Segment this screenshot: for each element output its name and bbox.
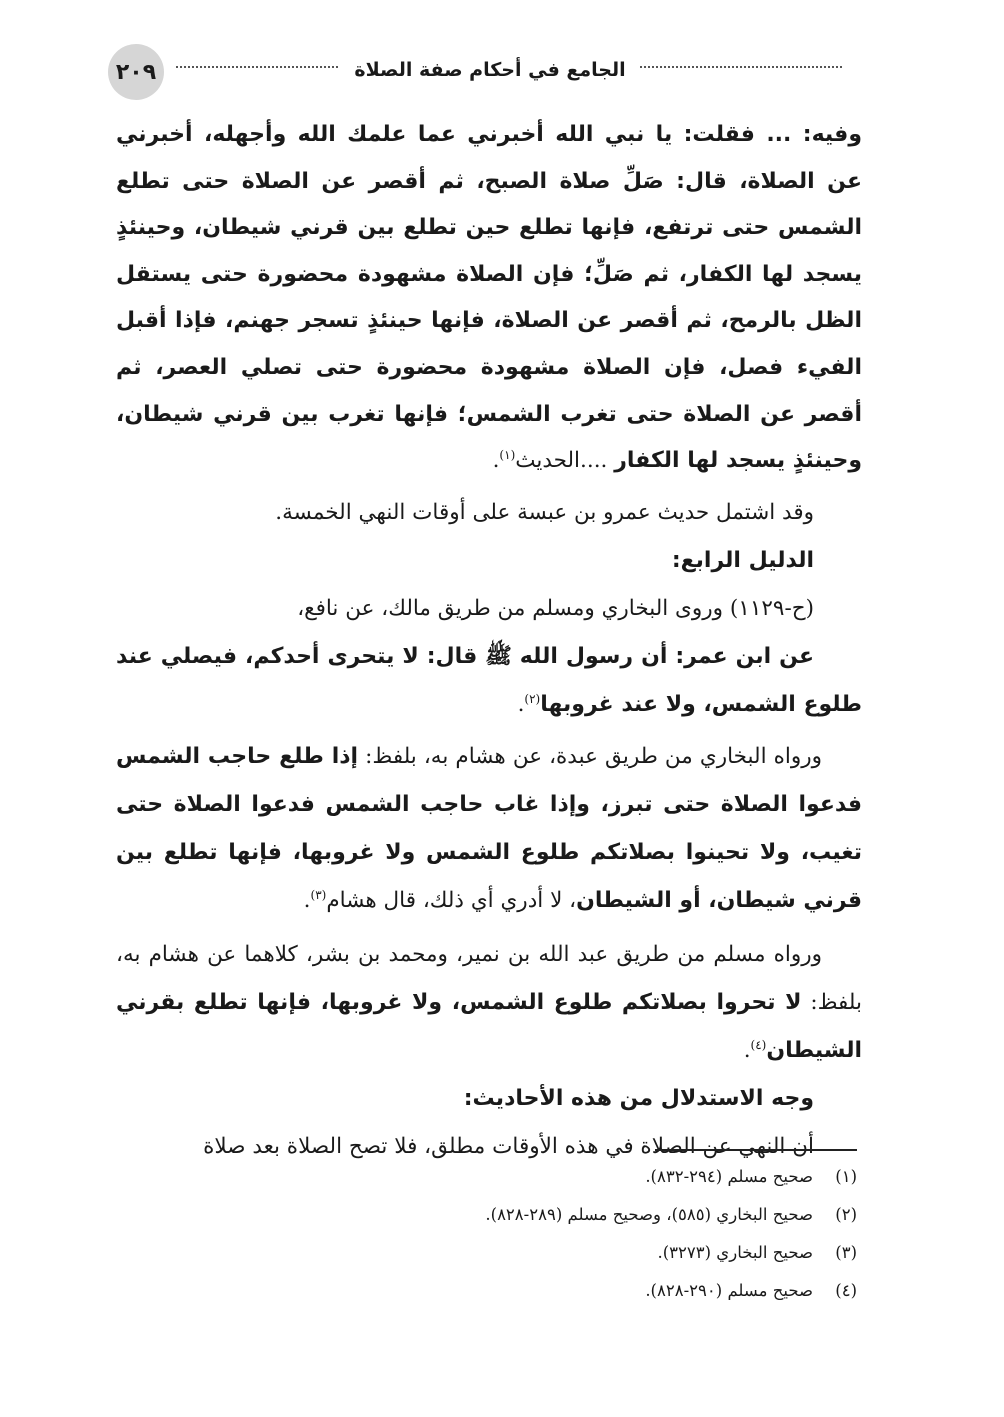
running-title: الجامع في أحكام صفة الصلاة bbox=[354, 59, 626, 81]
footnote-text: صحيح مسلم (٢٩٠-٨٢٨). bbox=[645, 1281, 813, 1300]
footnote-number: (٢) bbox=[835, 1205, 857, 1224]
muslim-version-paragraph bbox=[116, 931, 862, 1075]
hadith-amr-tail: ....الحديث bbox=[515, 448, 615, 474]
header-dotted-leader-left bbox=[176, 66, 338, 68]
bukhari-text: إذا طلع حاجب الشمس فدعوا الصلاة حتى تبرز، وإذا غاب حاجب الشمس فدعوا الصلاة حتى تغيب، ولا تحينوا بصلاتكم طلوع الشمس ولا غروبها، فإنها تطلع بين قرني شيطان، أو الشيطان bbox=[116, 743, 862, 913]
header-dotted-leader-right bbox=[640, 66, 842, 68]
heading-evidence-four: الدليل الرابع: bbox=[671, 547, 814, 573]
footnote-text: صحيح البخاري (٣٢٧٣). bbox=[657, 1243, 813, 1262]
ibn-umar-paragraph bbox=[116, 633, 862, 729]
footnote-text: صحيح البخاري (٥٨٥)، وصحيح مسلم (٢٨٩-٨٢٨). bbox=[485, 1205, 813, 1224]
footnote-item bbox=[300, 1196, 857, 1234]
footnote-separator bbox=[655, 1149, 857, 1151]
footnotes-list bbox=[300, 1158, 857, 1310]
muslim-end: . bbox=[743, 1037, 751, 1063]
footnote-ref-2: (٢) bbox=[524, 691, 541, 706]
bukhari-tail: ، لا أدري أي ذلك، قال هشام bbox=[326, 887, 577, 913]
heading-inference: وجه الاستدلال من هذه الأحاديث: bbox=[463, 1085, 814, 1111]
main-text bbox=[116, 112, 862, 1171]
footnote-ref-4: (٤) bbox=[750, 1037, 767, 1052]
footnote-number: (٤) bbox=[835, 1281, 857, 1300]
ibn-umar-text: عن ابن عمر: أن رسول الله ﷺ قال: لا يتحرى أحدكم، فيصلي عند طلوع الشمس، ولا عند غروبها bbox=[116, 643, 862, 717]
footnote-text: صحيح مسلم (٢٩٤-٨٣٢). bbox=[645, 1167, 813, 1186]
note-paragraph: وقد اشتمل حديث عمرو بن عبسة على أوقات النهي الخمسة. bbox=[275, 499, 814, 525]
page-number: ٢٠٩ bbox=[108, 44, 164, 100]
footnote-item bbox=[300, 1234, 857, 1272]
bukhari-intro: ورواه البخاري من طريق عبدة، عن هشام به، بلفظ: bbox=[358, 743, 822, 769]
muslim-intro: ورواه مسلم من طريق عبد الله بن نمير، ومحمد بن بشر، كلاهما عن هشام به، بلفظ: bbox=[116, 941, 862, 1015]
muslim-text: لا تحروا بصلاتكم طلوع الشمس، ولا غروبها، فإنها تطلع بقرني الشيطان bbox=[116, 989, 862, 1063]
bukhari-version-paragraph bbox=[116, 733, 862, 925]
footnote-number: (١) bbox=[835, 1167, 857, 1186]
ibn-umar-end: . bbox=[517, 691, 525, 717]
hadith-amr-text: وفيه: ... فقلت: يا نبي الله أخبرني عما علمك الله وأجهله، أخبرني عن الصلاة، قال: صَلِّ صلاة الصبح، ثم أقصر عن الصلاة حتى تطلع الشمس حتى ترتفع، فإنها تطلع حين تطلع بين قرني شيطان، وحينئذٍ يسجد لها الكفار، ثم صَلِّ؛ فإن الصلاة مشهودة محضورة حتى يستقل الظل بالرمح، ثم أقصر عن الصلاة، فإنها حينئذٍ تسجر جهنم، فإذا أقبل الفيء فصل، فإن الصلاة مشهودة محضورة حتى تصلي العصر، ثم أقصر عن الصلاة حتى تغرب الشمس؛ فإنها تغرب بين قرني شيطان، وحينئذٍ يسجد لها الكفار bbox=[116, 122, 862, 474]
bukhari-end: . bbox=[303, 887, 311, 913]
isnad-paragraph: (ح-١١٢٩) وروى البخاري ومسلم من طريق مالك، عن نافع، bbox=[297, 595, 814, 621]
footnote-ref-3: (٣) bbox=[310, 887, 327, 902]
hadith-amr-end: . bbox=[492, 448, 500, 474]
conclusion-paragraph: أن النهي عن الصلاة في هذه الأوقات مطلق، فلا تصح الصلاة بعد صلاة bbox=[203, 1133, 814, 1159]
footnote-ref-1: (١) bbox=[499, 448, 516, 462]
footnote-item bbox=[300, 1272, 857, 1310]
footnote-item bbox=[300, 1158, 857, 1196]
hadith-amr-paragraph bbox=[116, 112, 862, 485]
footnote-number: (٣) bbox=[835, 1243, 857, 1262]
